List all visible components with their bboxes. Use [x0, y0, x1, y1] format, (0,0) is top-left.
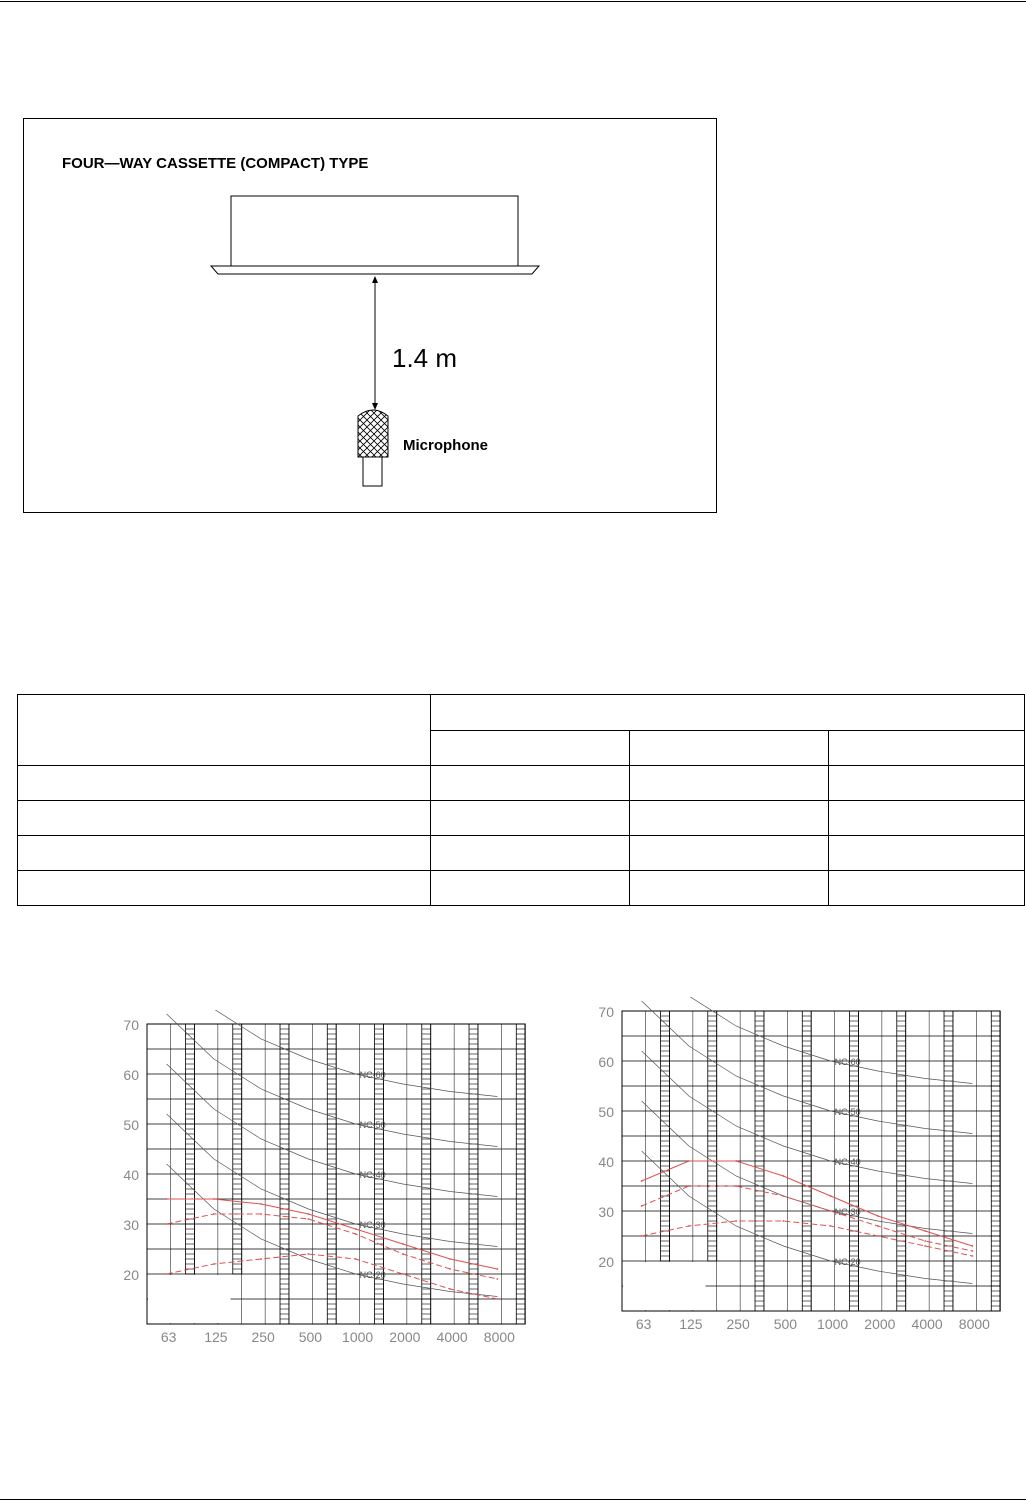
table-cell: [18, 836, 431, 871]
y-tick-label: 30: [123, 1217, 139, 1233]
nc-curve-label: NC-20: [834, 1257, 861, 1267]
series-point: [260, 1213, 262, 1215]
series-point: [641, 1180, 643, 1182]
nc-curve-label: NC-30: [834, 1207, 861, 1217]
series-point: [355, 1228, 357, 1230]
x-tick-label: 250: [726, 1316, 750, 1332]
nc-curve-label: NC-20: [359, 1270, 386, 1280]
table-cell: [630, 731, 829, 766]
series-point: [830, 1210, 832, 1212]
x-tick-label: 2000: [864, 1316, 896, 1332]
series-point: [402, 1253, 404, 1255]
table-cell: [18, 871, 431, 906]
x-tick-label: 63: [160, 1329, 177, 1345]
y-tick-label: 20: [123, 1267, 139, 1283]
series-point: [688, 1225, 690, 1227]
nc-curve-label: NC-40: [834, 1157, 861, 1167]
nc-chart-right-svg: [575, 997, 1005, 1337]
series-point: [260, 1258, 262, 1260]
series-point: [166, 1273, 168, 1275]
series-point: [449, 1258, 451, 1260]
table-row: [18, 871, 1025, 906]
series-point: [735, 1160, 737, 1162]
microphone-handle: [363, 457, 382, 486]
table-header-row: [18, 695, 1025, 731]
series-point: [355, 1233, 357, 1235]
header-rule: [0, 1, 1026, 2]
y-tick-label: 40: [123, 1167, 139, 1183]
nc-curve-label: NC-30: [359, 1220, 386, 1230]
series-point: [782, 1220, 784, 1222]
table-cell: [630, 766, 829, 801]
x-tick-label: 8000: [483, 1329, 515, 1345]
series-point: [449, 1268, 451, 1270]
series-point: [830, 1195, 832, 1197]
series-point: [496, 1298, 498, 1300]
table-cell: [630, 801, 829, 836]
series-point: [735, 1185, 737, 1187]
table-cell: [829, 731, 1025, 766]
distance-label: 1.4 m: [392, 343, 458, 373]
diagram-title: FOUR—WAY CASSETTE (COMPACT) TYPE: [62, 155, 369, 172]
table-cell: [18, 766, 431, 801]
table-cell: [431, 871, 630, 906]
x-tick-label: 63: [635, 1316, 652, 1332]
series-point: [213, 1213, 215, 1215]
series-point: [877, 1225, 879, 1227]
table-row: [18, 836, 1025, 871]
series-point: [830, 1225, 832, 1227]
x-tick-label: 125: [204, 1329, 228, 1345]
footer-rule: [0, 1499, 1026, 1500]
microphone-head: [358, 410, 388, 457]
series-point: [924, 1245, 926, 1247]
series-point: [924, 1230, 926, 1232]
series-point: [402, 1273, 404, 1275]
table-cell: [431, 836, 630, 871]
table-cell: [829, 836, 1025, 871]
series-point: [782, 1175, 784, 1177]
x-tick-label: 1000: [817, 1316, 849, 1332]
series-point: [260, 1203, 262, 1205]
y-tick-label: 50: [123, 1117, 139, 1133]
y-tick-label: 70: [123, 1017, 139, 1033]
nc-curve-label: NC-40: [359, 1170, 386, 1180]
series-point: [924, 1240, 926, 1242]
distance-arrow-bottom: [372, 403, 378, 410]
y-tick-label: 50: [598, 1104, 614, 1120]
y-tick-label: 20: [598, 1254, 614, 1270]
table-cell: [630, 836, 829, 871]
series-point: [307, 1253, 309, 1255]
nc-chart-left-svg: [100, 1010, 530, 1350]
series-point: [166, 1223, 168, 1225]
table-cell: [431, 695, 1025, 731]
cassette-diagram-svg: [24, 119, 718, 514]
series-point: [449, 1288, 451, 1290]
table-row: [18, 801, 1025, 836]
table-cell: [829, 766, 1025, 801]
series-point: [877, 1235, 879, 1237]
x-tick-label: 250: [251, 1329, 275, 1345]
series-point: [307, 1213, 309, 1215]
table-cell: [431, 801, 630, 836]
nc-chart-left: [100, 1010, 530, 1350]
y-tick-label: 60: [123, 1067, 139, 1083]
x-tick-label: 125: [679, 1316, 703, 1332]
nc-curve-label: NC-50: [834, 1107, 861, 1117]
y-tick-label: 60: [598, 1054, 614, 1070]
measurement-diagram: [23, 118, 717, 513]
table-cell: [630, 871, 829, 906]
table-row: [18, 766, 1025, 801]
series-point: [782, 1195, 784, 1197]
series-point: [641, 1235, 643, 1237]
nc-curve-label: NC-50: [359, 1120, 386, 1130]
table-cell: [829, 871, 1025, 906]
y-tick-label: 40: [598, 1154, 614, 1170]
series-point: [971, 1255, 973, 1257]
series-point: [641, 1205, 643, 1207]
nc-chart-right: [575, 997, 1005, 1337]
series-point: [496, 1268, 498, 1270]
x-tick-label: 4000: [911, 1316, 943, 1332]
x-tick-label: 8000: [958, 1316, 990, 1332]
nc-curve-label: NC-60: [834, 1057, 861, 1067]
series-point: [355, 1258, 357, 1260]
x-tick-label: 4000: [436, 1329, 468, 1345]
series-point: [402, 1243, 404, 1245]
series-point: [877, 1215, 879, 1217]
cassette-unit-body: [231, 196, 518, 267]
blank-block: [148, 1275, 231, 1323]
table-cell: [829, 801, 1025, 836]
distance-arrow-top: [372, 276, 378, 283]
x-tick-label: 1000: [342, 1329, 374, 1345]
series-point: [735, 1220, 737, 1222]
series-point: [971, 1250, 973, 1252]
blank-block: [623, 1262, 706, 1310]
series-point: [971, 1245, 973, 1247]
table-cell: [431, 731, 630, 766]
table-cell: [18, 695, 431, 766]
series-point: [307, 1218, 309, 1220]
table-cell: [18, 801, 431, 836]
x-tick-label: 500: [773, 1316, 798, 1332]
y-tick-label: 70: [598, 1004, 614, 1020]
series-point: [688, 1160, 690, 1162]
series-point: [166, 1198, 168, 1200]
y-tick-label: 30: [598, 1204, 614, 1220]
series-point: [688, 1185, 690, 1187]
microphone-label: Microphone: [403, 437, 488, 454]
series-point: [213, 1198, 215, 1200]
nc-curve-label: NC-60: [359, 1070, 386, 1080]
data-table: [17, 694, 1025, 906]
x-tick-label: 500: [298, 1329, 323, 1345]
table-cell: [431, 766, 630, 801]
series-point: [213, 1263, 215, 1265]
series-point: [496, 1278, 498, 1280]
cassette-panel: [211, 266, 539, 274]
x-tick-label: 2000: [389, 1329, 421, 1345]
